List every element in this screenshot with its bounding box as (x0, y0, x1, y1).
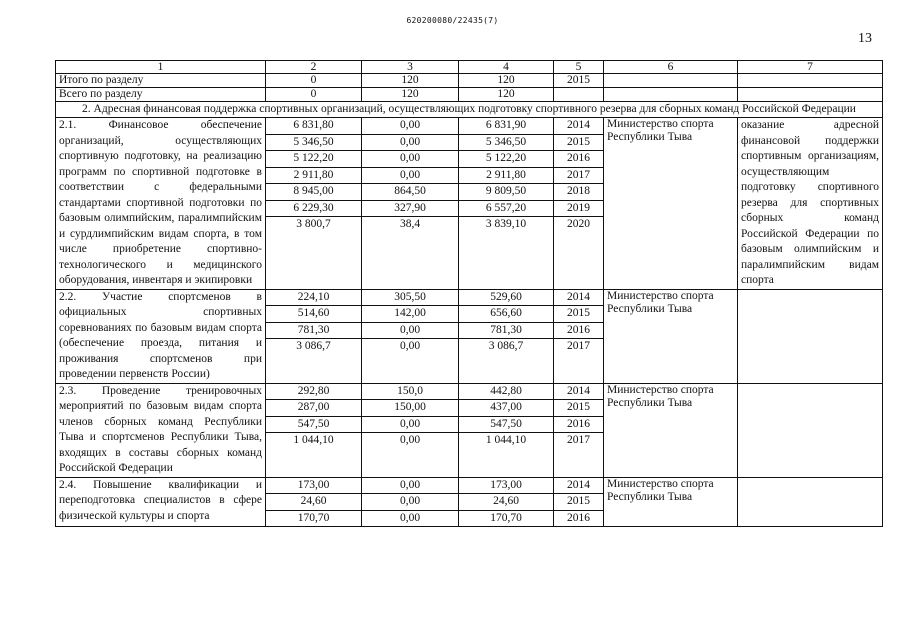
item-result (738, 383, 883, 477)
year-cell: 2020 (567, 218, 590, 230)
value-cell: 6 831,80 (266, 118, 361, 135)
year-cell: 2015 (554, 400, 603, 417)
summary-label: Всего по разделу (56, 88, 266, 102)
value-cell: 142,00 (362, 306, 458, 323)
year-cell: 2014 (554, 290, 603, 307)
value-cell: 6 557,20 (459, 201, 553, 218)
item-values (266, 477, 362, 527)
value-cell: 547,50 (266, 417, 361, 434)
value-cell: 1 044,10 (485, 434, 527, 446)
item-years (554, 477, 604, 527)
item-values (266, 118, 362, 290)
summary-value: 120 (362, 74, 459, 88)
value-cell: 24,60 (266, 494, 361, 511)
item-values (362, 289, 459, 383)
value-cell: 150,0 (362, 384, 458, 401)
value-cell: 5 122,20 (266, 151, 361, 168)
item-description: 2.1. Финансовое обеспечение организаций, осуществляющих спортивную подготовку, на реализацию программ по спортивной подготовке в соответствии с федеральными стандартами спортивной подготовки по базовым олимпийским, паралимпийским и сурдлимпийским видам спорта, в том числе приобретение спортивно-технологического и медицинского оборудования, инвентаря и экипировки (56, 118, 266, 290)
item-result (738, 477, 883, 527)
item-responsible: Министерство спорта Республики Тыва (604, 289, 738, 383)
header-cell: 5 (554, 61, 604, 74)
value-cell: 781,30 (459, 323, 553, 340)
header-row (56, 61, 883, 74)
year-cell: 2015 (554, 135, 603, 152)
value-cell: 305,50 (362, 290, 458, 307)
item-result (738, 289, 883, 383)
item-values (266, 289, 362, 383)
section-title-row (56, 102, 883, 118)
year-cell: 2016 (567, 511, 590, 524)
item-years (554, 289, 604, 383)
item-values (362, 383, 459, 477)
summary-row-vsego (56, 88, 883, 102)
header-cell: 6 (604, 61, 738, 74)
value-cell: 0,00 (362, 151, 458, 168)
program-table (55, 60, 883, 527)
value-cell: 3 839,10 (485, 218, 527, 230)
item-values (459, 383, 554, 477)
value-cell: 6 831,90 (459, 118, 553, 135)
value-cell: 514,60 (266, 306, 361, 323)
item-values (459, 118, 554, 290)
item-values (266, 383, 362, 477)
page-number: 13 (858, 31, 872, 46)
summary-empty (604, 88, 738, 102)
year-cell: 2017 (554, 168, 603, 185)
header-cell: 7 (738, 61, 883, 74)
value-cell: 0,00 (362, 494, 458, 511)
value-cell: 170,70 (490, 511, 522, 524)
value-cell: 327,90 (362, 201, 458, 218)
value-cell: 0,00 (399, 434, 421, 446)
item-description: 2.4. Повышение квалификации и переподготовка специалистов в сфере физической культуры и спорта (56, 477, 266, 527)
value-cell: 529,60 (459, 290, 553, 307)
value-cell: 224,10 (266, 290, 361, 307)
value-cell: 150,00 (362, 400, 458, 417)
value-cell: 781,30 (266, 323, 361, 340)
value-cell: 3 086,7 (296, 340, 331, 352)
item-row (56, 477, 883, 527)
summary-year (554, 88, 604, 102)
year-cell: 2016 (554, 417, 603, 434)
value-cell: 0,00 (362, 323, 458, 340)
item-description: 2.2. Участие спортсменов в официальных спортивных соревнованиях по базовым видам спорта (обеспечение проезда, питания и проживания спортсменов при проведении первенств России) (56, 289, 266, 383)
value-cell: 287,00 (266, 400, 361, 417)
document-id: 620200080/22435(7) (406, 16, 499, 25)
item-values (459, 289, 554, 383)
item-result: оказание адресной финансовой поддержки спортивным организациям, осуществляющим подготовку спортивного резерва для спортивных сборных команд Российской Федерации по базовым олимпийским и паралимпийским видам спорта (738, 118, 883, 290)
year-cell: 2014 (554, 478, 603, 495)
value-cell: 547,50 (459, 417, 553, 434)
header-cell: 4 (459, 61, 554, 74)
value-cell: 0,00 (362, 168, 458, 185)
item-responsible: Министерство спорта Республики Тыва (604, 477, 738, 527)
item-years (554, 383, 604, 477)
value-cell: 0,00 (399, 511, 421, 524)
item-values (362, 477, 459, 527)
value-cell: 24,60 (459, 494, 553, 511)
value-cell: 170,70 (297, 511, 330, 524)
year-cell: 2014 (554, 118, 603, 135)
value-cell: 6 229,30 (266, 201, 361, 218)
value-cell: 0,00 (399, 340, 421, 352)
summary-year: 2015 (554, 74, 604, 88)
value-cell: 0,00 (362, 478, 458, 495)
summary-value: 0 (266, 74, 362, 88)
value-cell: 5 122,20 (459, 151, 553, 168)
value-cell: 5 346,50 (266, 135, 361, 152)
item-years (554, 118, 604, 290)
value-cell: 5 346,50 (459, 135, 553, 152)
value-cell: 442,80 (459, 384, 553, 401)
value-cell: 3 800,7 (296, 218, 331, 230)
item-row (56, 383, 883, 477)
year-cell: 2019 (554, 201, 603, 218)
year-cell: 2017 (567, 434, 590, 446)
value-cell: 656,60 (459, 306, 553, 323)
header-cell: 3 (362, 61, 459, 74)
summary-value: 120 (362, 88, 459, 102)
value-cell: 3 086,7 (488, 340, 524, 352)
summary-value: 120 (459, 88, 554, 102)
header-cell: 2 (266, 61, 362, 74)
item-values (362, 118, 459, 290)
item-description: 2.3. Проведение тренировочных мероприятий по базовым видам спорта членов сборных команд Республики Тыва и спортсменов Республики Тыва, входящих в составы сборных команд Российской Федерации (56, 383, 266, 477)
value-cell: 0,00 (362, 417, 458, 434)
summary-empty (604, 74, 738, 88)
value-cell: 2 911,80 (266, 168, 361, 185)
section-title: 2. Адресная финансовая поддержка спортивных организаций, осуществляющих подготовку спортивного резерва для сборных команд Российской Федерации (56, 102, 883, 118)
summary-empty (738, 88, 883, 102)
summary-row-itogo (56, 74, 883, 88)
value-cell: 2 911,80 (459, 168, 553, 185)
item-values (459, 477, 554, 527)
value-cell: 0,00 (362, 135, 458, 152)
value-cell: 0,00 (362, 118, 458, 135)
value-cell: 1 044,10 (293, 434, 334, 446)
summary-label: Итого по разделу (56, 74, 266, 88)
summary-empty (738, 74, 883, 88)
value-cell: 437,00 (459, 400, 553, 417)
year-cell: 2015 (554, 306, 603, 323)
value-cell: 292,80 (266, 384, 361, 401)
item-responsible: Министерство спорта Республики Тыва (604, 118, 738, 290)
item-row (56, 289, 883, 383)
year-cell: 2016 (554, 323, 603, 340)
header-cell: 1 (56, 61, 266, 74)
year-cell: 2017 (567, 340, 590, 352)
value-cell: 8 945,00 (266, 184, 361, 201)
item-responsible: Министерство спорта Республики Тыва (604, 383, 738, 477)
year-cell: 2015 (554, 494, 603, 511)
value-cell: 38,4 (399, 218, 421, 230)
value-cell: 9 809,50 (459, 184, 553, 201)
value-cell: 173,00 (459, 478, 553, 495)
summary-value: 0 (266, 88, 362, 102)
item-row (56, 118, 883, 290)
value-cell: 864,50 (362, 184, 458, 201)
summary-value: 120 (459, 74, 554, 88)
year-cell: 2016 (554, 151, 603, 168)
value-cell: 173,00 (266, 478, 361, 495)
year-cell: 2014 (554, 384, 603, 401)
year-cell: 2018 (554, 184, 603, 201)
